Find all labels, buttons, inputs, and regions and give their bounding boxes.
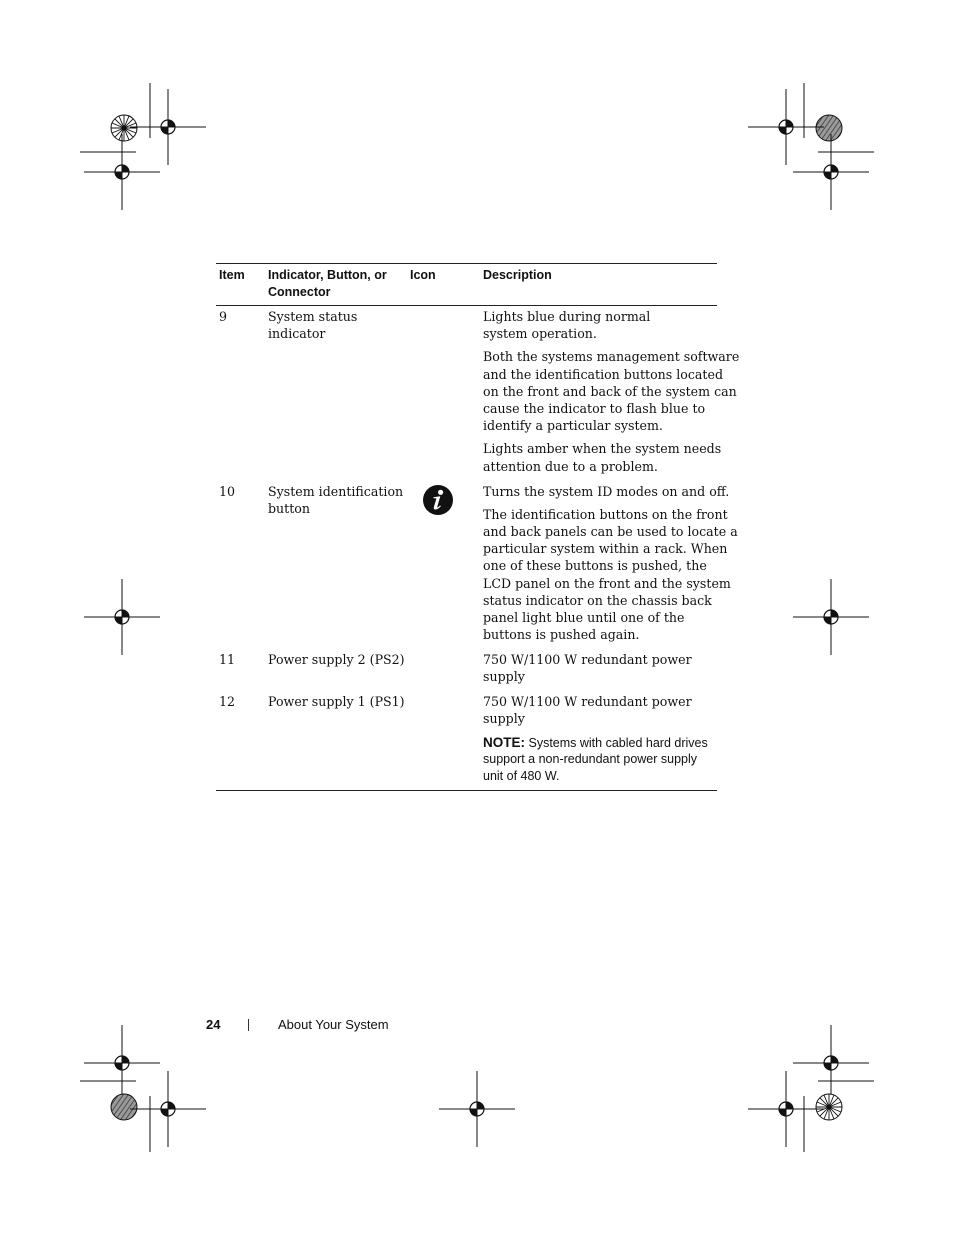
row-9-indicator-line-1: System status <box>268 309 358 324</box>
row-12-desc-p1-l2: supply <box>483 711 525 726</box>
info-i-icon <box>422 484 454 516</box>
row-9-desc-p3-l2: attention due to a problem. <box>483 459 658 474</box>
note-label: NOTE: <box>483 735 525 750</box>
row-11-indicator-line-1: Power supply 2 (PS2) <box>268 652 405 667</box>
row-9-desc-p2-l1: Both the systems management software <box>483 349 740 364</box>
row-10-desc-p2-l1: The identification buttons on the front <box>483 507 728 522</box>
row-11-desc-p1-l2: supply <box>483 669 525 684</box>
header-item: Item <box>219 268 245 282</box>
row-10-desc-p2-l3: particular system within a rack. When <box>483 541 728 556</box>
footer-section-title: About Your System <box>278 1017 389 1032</box>
row-9-desc-p1-l2: system operation. <box>483 326 597 341</box>
row-10-desc-p2-l8: buttons is pushed again. <box>483 627 640 642</box>
row-10-desc-p2-l5: LCD panel on the front and the system <box>483 576 731 591</box>
note-text-line-1: Systems with cabled hard drives <box>528 736 708 750</box>
row-12-item: 12 <box>219 694 236 709</box>
row-10-desc-p2-l7: panel light blue until one of the <box>483 610 685 625</box>
table-top-rule <box>216 263 717 264</box>
row-12-desc-p1-l1: 750 W/1100 W redundant power <box>483 694 692 709</box>
row-9-desc-p2-l3: on the front and back of the system can <box>483 384 737 399</box>
row-12-note-line-2: support a non-redundant power supply <box>483 752 698 766</box>
row-9-indicator-line-2: indicator <box>268 326 326 341</box>
row-9-desc-p1-l1: Lights blue during normal <box>483 309 651 324</box>
row-10-indicator-line-1: System identification <box>268 484 404 499</box>
header-bottom-rule <box>216 305 717 306</box>
row-10-indicator-line-2: button <box>268 501 310 516</box>
row-9-desc-p2-l2: and the identification buttons located <box>483 367 724 382</box>
row-11-desc-p1-l1: 750 W/1100 W redundant power <box>483 652 692 667</box>
row-12-indicator-line-1: Power supply 1 (PS1) <box>268 694 405 709</box>
row-10-desc-p2-l2: and back panels can be used to locate a <box>483 524 738 539</box>
table-bottom-rule <box>216 790 717 791</box>
header-description: Description <box>483 268 552 282</box>
row-9-desc-p2-l5: identify a particular system. <box>483 418 663 433</box>
row-10-item: 10 <box>219 484 236 499</box>
row-10-desc-p2-l6: status indicator on the chassis back <box>483 593 712 608</box>
header-icon: Icon <box>410 268 436 282</box>
row-10-desc-p1-l1: Turns the system ID modes on and off. <box>483 484 730 499</box>
row-11-item: 11 <box>219 652 236 667</box>
row-9-desc-p2-l4: cause the indicator to flash blue to <box>483 401 706 416</box>
footer-separator <box>248 1019 249 1031</box>
row-9-item: 9 <box>219 309 228 324</box>
header-indicator: Indicator, Button, or Connector <box>268 268 387 299</box>
row-12-note-line-1 <box>483 734 708 752</box>
row-10-desc-p2-l4: one of these buttons is pushed, the <box>483 558 707 573</box>
row-9-desc-p3-l1: Lights amber when the system needs <box>483 441 722 456</box>
row-12-note-line-3: unit of 480 W. <box>483 769 560 783</box>
page-number: 24 <box>206 1017 221 1032</box>
